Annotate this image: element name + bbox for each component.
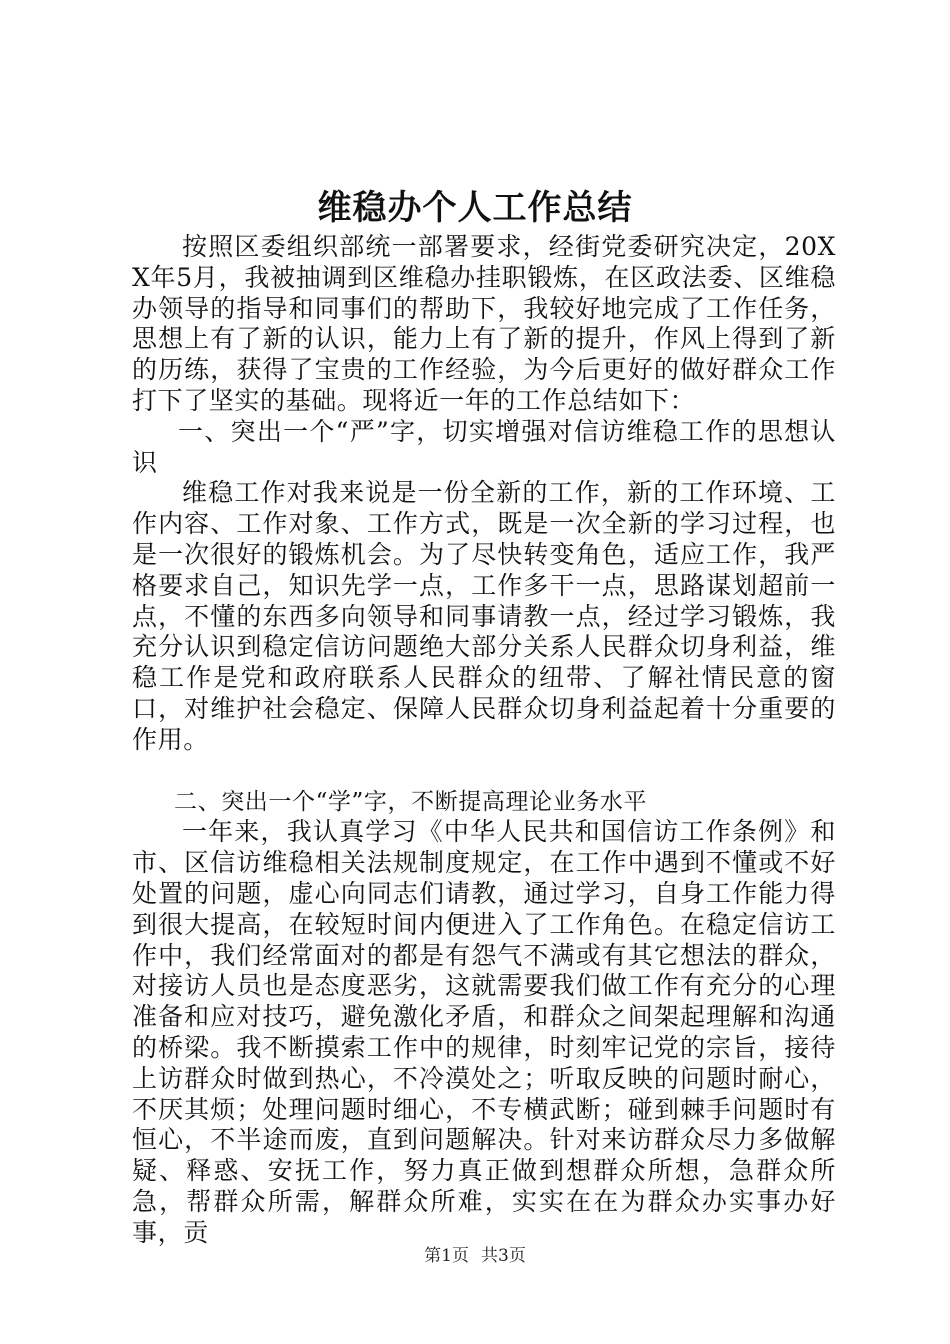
section-1-paragraph: 维稳工作对我来说是一份全新的工作，新的工作环境、工作内容、工作对象、工作方式，既是一次全新的学习过程，也是一次很好的锻炼机会。为了尽快转变角色，适应工作，我严格要求自己，知识先学一点，工作多干一点，思路谋划超前一点，不懂的东西多向领导和同事请教一点，经过学习锻炼，我充分认识到稳定信访问题绝大部分关系人民群众切身利益，维稳工作是党和政府联系人民群众的纽带、了解社情民意的窗口，对维护社会稳定、保障人民群众切身利益起着十分重要的作用。 (132, 478, 836, 754)
intro-paragraph: 按照区委组织部统一部署要求，经街党委研究决定，20XX年5月，我被抽调到区维稳办挂职锻炼，在区政法委、区维稳办领导的指导和同事们的帮助下，我较好地完成了工作任务，思想上有了新的认识，能力上有了新的提升，作风上得到了新的历练，获得了宝贵的工作经验，为今后更好的做好群众工作打下了坚实的基础。现将近一年的工作总结如下： (132, 232, 836, 415)
section-heading-2: 二、突出一个“学”字，不断提高理论业务水平 (174, 788, 648, 815)
page-total: 共3页 (481, 1246, 526, 1266)
section-heading-1: 一、突出一个“严”字，切实增强对信访维稳工作的思想认识 (132, 416, 836, 477)
document-body (132, 232, 836, 1249)
section-2-paragraph: 一年来，我认真学习《中华人民共和国信访工作条例》和市、区信访维稳相关法规制度规定，在工作中遇到不懂或不好处置的问题，虚心向同志们请教，通过学习，自身工作能力得到很大提高，在较短时间内便进入了工作角色。在稳定信访工作中，我们经常面对的都是有怨气不满或有其它想法的群众，对接访人员也是态度恶劣，这就需要我们做工作有充分的心理准备和应对技巧，避免激化矛盾，和群众之间架起理解和沟通的桥梁。我不断摸索工作中的规律，时刻牢记党的宗旨，接待上访群众时做到热心，不冷漠处之；听取反映的问题时耐心，不厌其烦；处理问题时细心，不专横武断；碰到棘手问题时有恒心，不半途而废，直到问题解决。针对来访群众尽力多做解疑、释惑、安抚工作，努力真正做到想群众所想，急群众所急，帮群众所需，解群众所难，实实在在为群众办实事办好事，贡 (132, 817, 836, 1247)
document-title: 维稳办个人工作总结 (317, 188, 633, 228)
page-number: 第1页 (424, 1246, 469, 1266)
page-footer (0, 1244, 950, 1268)
